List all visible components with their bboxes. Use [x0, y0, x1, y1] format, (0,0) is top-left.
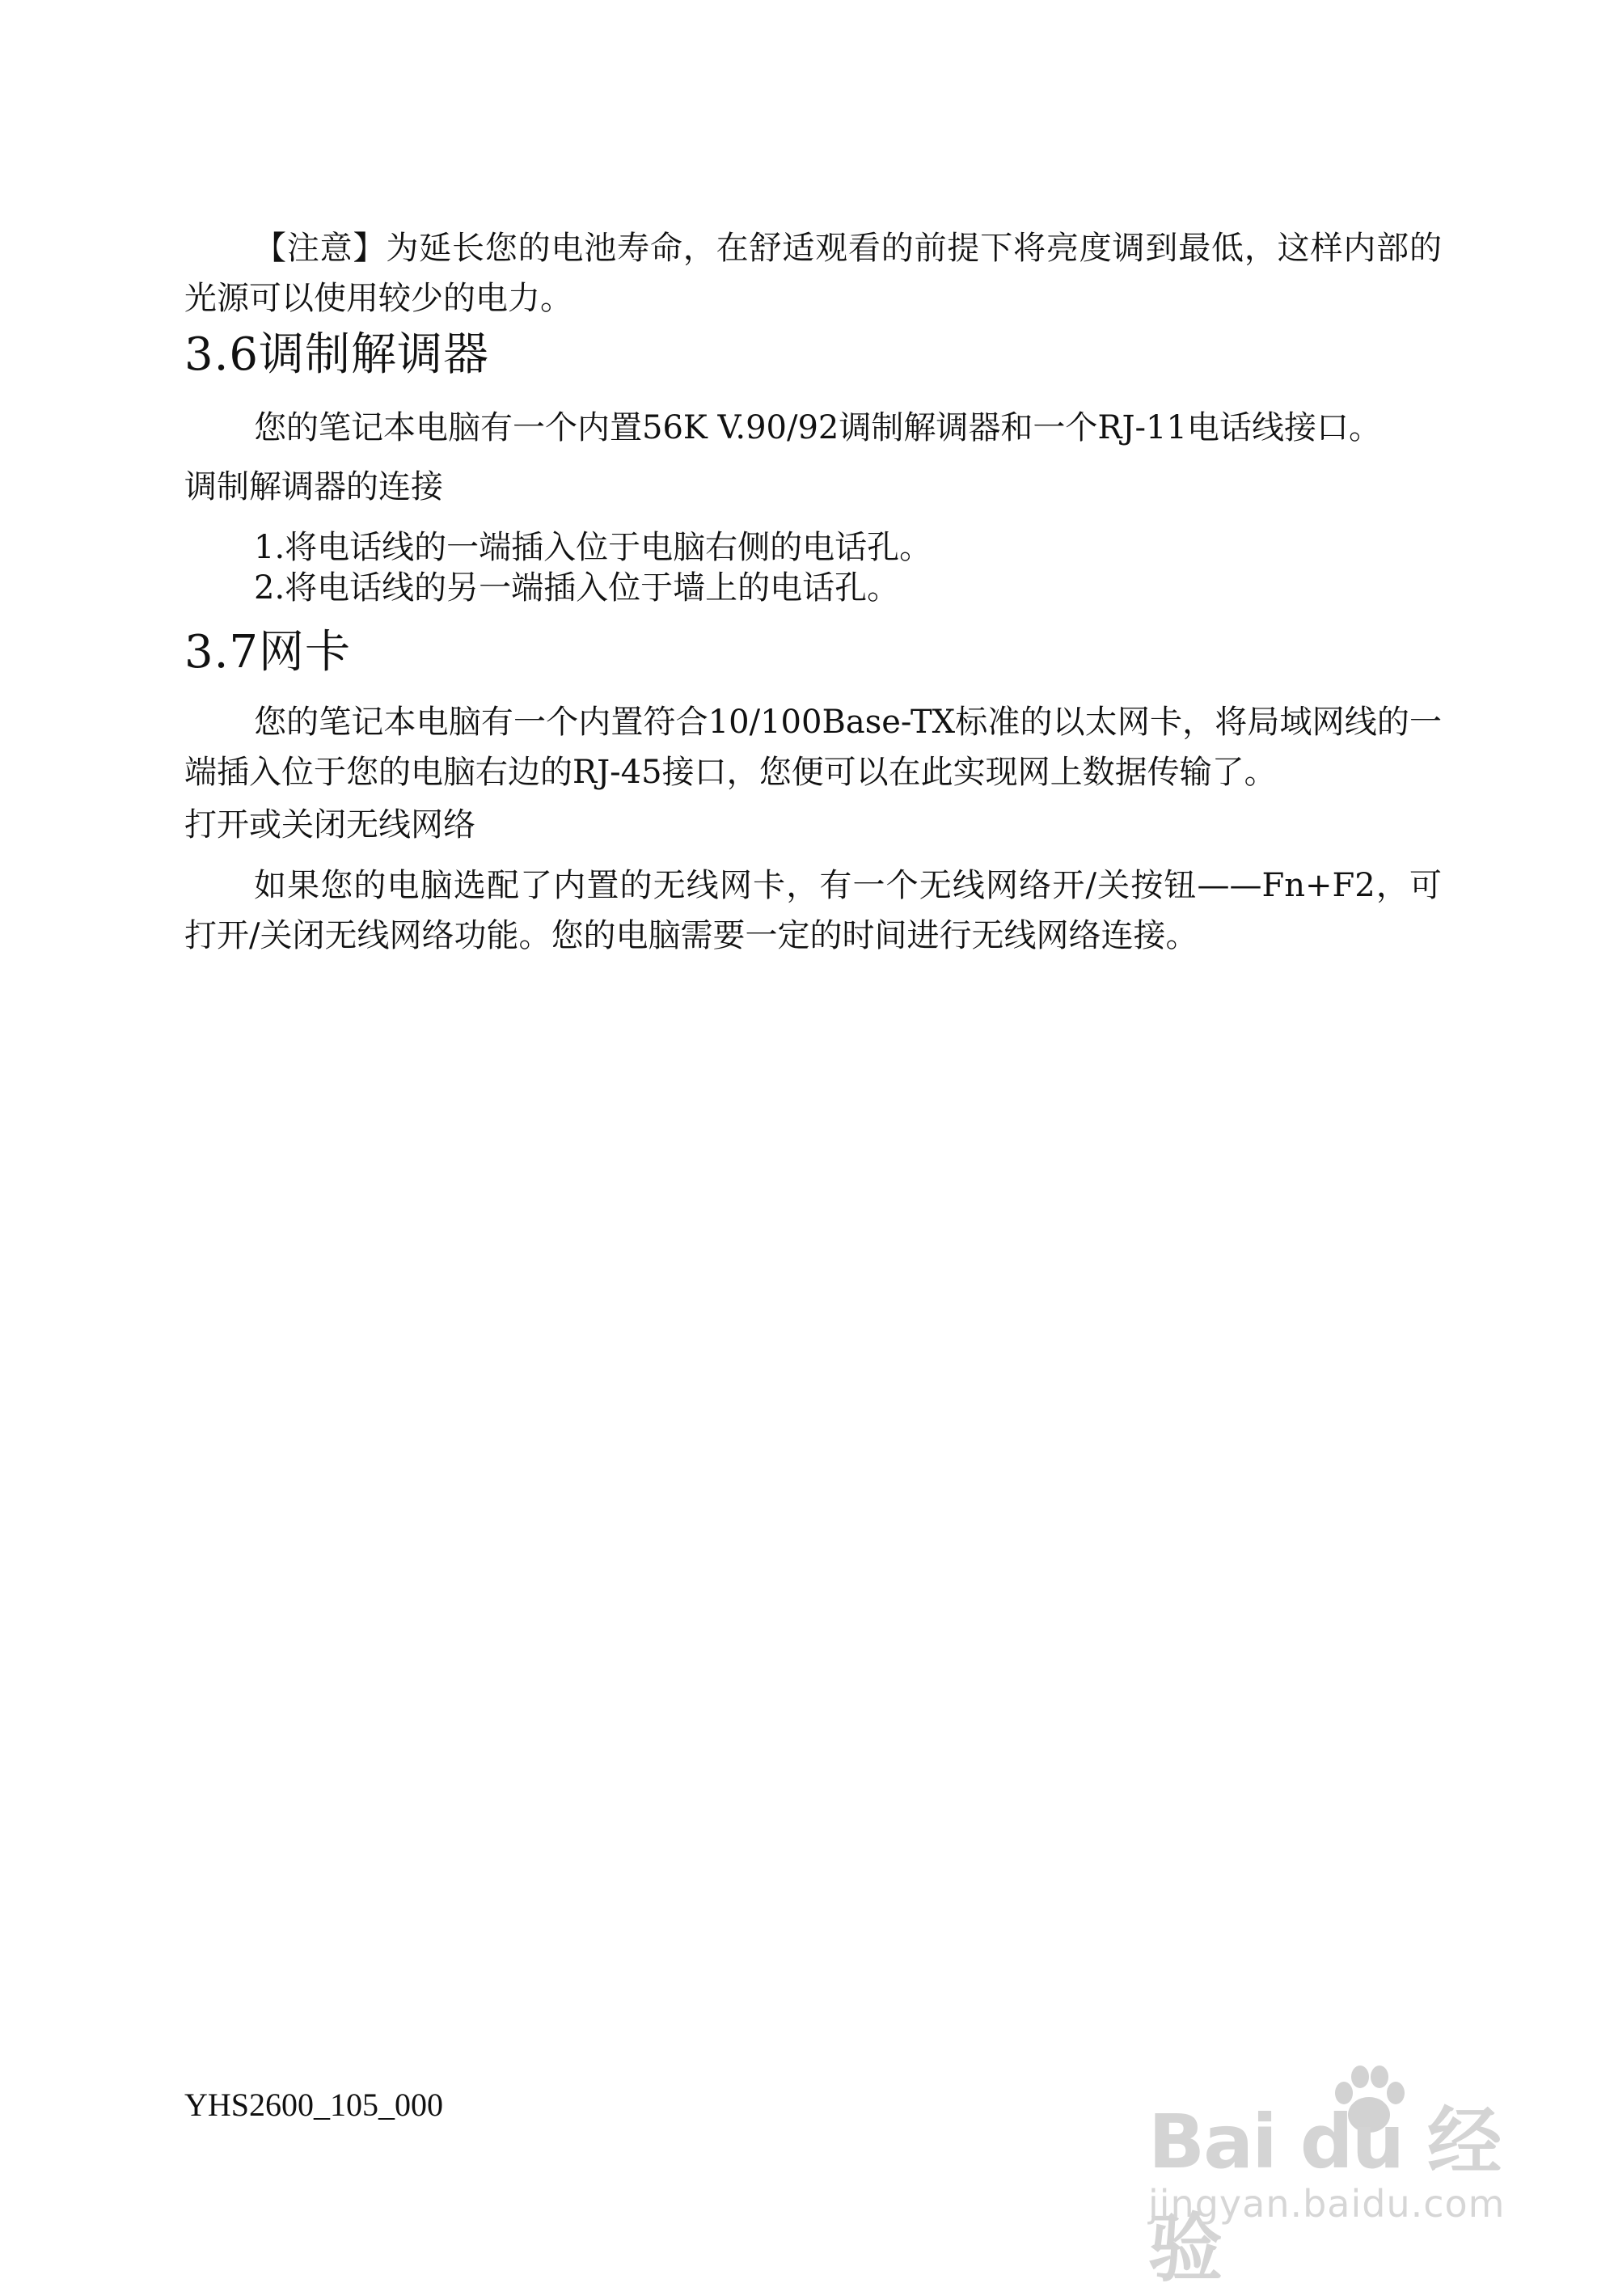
modem-connection-subheading: 调制解调器的连接 — [184, 468, 443, 505]
note-paragraph: 【注意】为延长您的电池寿命，在舒适观看的前提下将亮度调到最低，这样内部的光源可以使用较少的电力。 — [184, 230, 1442, 317]
section-heading-network: 3.7网卡 — [184, 626, 352, 679]
wireless-body-paragraph: 如果您的电脑选配了内置的无线网卡，有一个无线网络开/关按钮——Fn+F2，可打开/关闭无线网络功能。您的电脑需要一定的时间进行无线网络连接。 — [184, 867, 1442, 954]
wireless-subheading: 打开或关闭无线网络 — [184, 806, 475, 844]
watermark-site-text: jingyan.baidu.com — [1148, 2182, 1506, 2226]
watermark-logo-text: Bai du 经验 — [1148, 2099, 1501, 2292]
section-heading-modem: 3.6调制解调器 — [184, 328, 490, 381]
modem-step-2: 2.将电话线的另一端插入位于墙上的电话孔。 — [254, 569, 900, 607]
modem-step-1: 1.将电话线的一端插入位于电脑右侧的电话孔。 — [254, 529, 932, 566]
network-intro-paragraph: 您的笔记本电脑有一个内置符合10/100Base-TX标准的以太网卡，将局域网线的一端插入位于您的电脑右边的RJ-45接口，您便可以在此实现网上数据传输了。 — [184, 704, 1442, 791]
modem-intro-paragraph: 您的笔记本电脑有一个内置56K V.90/92调制解调器和一个RJ-11电话线接口。 — [254, 409, 1381, 446]
document-code-footer: YHS2600_105_000 — [184, 2087, 444, 2123]
baidu-jingyan-watermark — [1148, 2046, 1536, 2292]
